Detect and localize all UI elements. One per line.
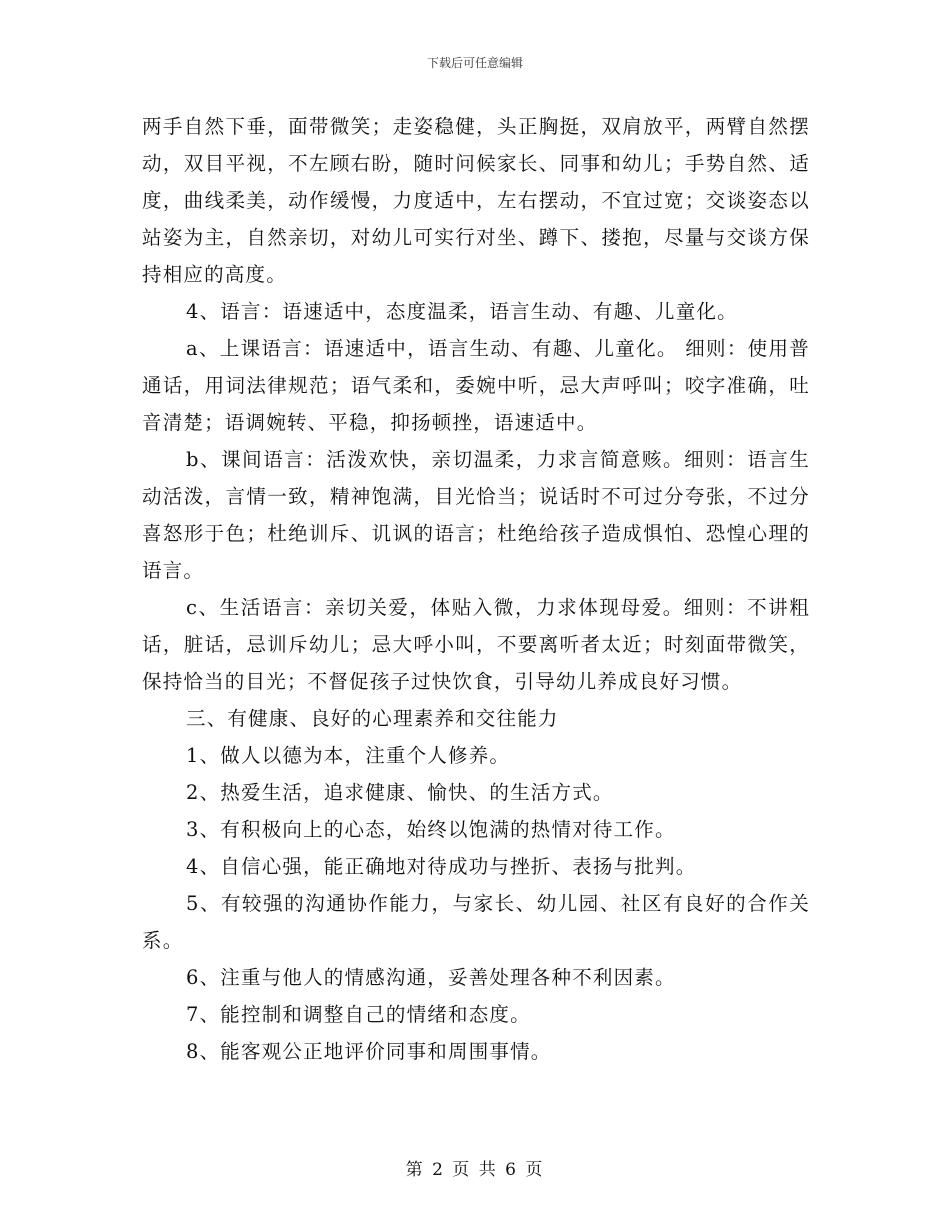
page-number: 第 2 页 共 6 页: [405, 1160, 545, 1180]
paragraph-language: 4、语言：语速适中，态度温柔，语言生动、有趣、儿童化。: [186, 300, 738, 323]
list-item: 2、热爱生活，追求健康、愉快、的生活方式。: [186, 781, 614, 804]
paragraph-class-language: a、上课语言：语速适中，语言生动、有趣、儿童化。 细则：使用普通话，用词法律规范；语气柔和，委婉中听，忌大声呼叫；咬字准确，吐音清楚；语调婉转、平稳，抑扬顿挫，语速适中。: [142, 337, 810, 434]
paragraph-break-language: b、课间语言：活泼欢快，亲切温柔，力求言简意赅。细则：语言生动活泼，言情一致，精神饱满，目光恰当；说话时不可过分夸张，不过分喜怒形于色；杜绝训斥、讥讽的语言；杜绝给孩子造成惧怕、恐惶心理的语言。: [142, 448, 810, 582]
list-item: 8、能客观公正地评价同事和周围事情。: [186, 1040, 552, 1063]
list-item: 4、自信心强，能正确地对待成功与挫折、表扬与批判。: [186, 855, 697, 878]
list-item: 1、做人以德为本，注重个人修养。: [186, 744, 511, 767]
section-heading-psychology: 三、有健康、良好的心理素养和交往能力: [186, 707, 559, 730]
list-item: 5、有较强的沟通协作能力，与家长、幼儿园、社区有良好的合作关系。: [142, 892, 810, 952]
list-item: 6、注重与他人的情感沟通，妥善处理各种不利因素。: [186, 966, 676, 989]
document-body: [142, 108, 810, 1070]
page-header: 下载后可任意编辑: [426, 56, 523, 70]
paragraph-life-language: c、生活语言：亲切关爱，体贴入微，力求体现母爱。细则：不讲粗话，脏话，忌训斥幼儿；忌大呼小叫，不要离听者太近；时刻面带微笑，保持恰当的目光；不督促孩子过快饮食，引导幼儿养成良好习惯。: [142, 596, 810, 693]
list-item: 7、能控制和调整自己的情绪和态度。: [186, 1003, 531, 1026]
list-item: 3、有积极向上的心态，始终以饱满的热情对待工作。: [186, 818, 676, 841]
paragraph-posture-continued: 两手自然下垂，面带微笑；走姿稳健，头正胸挺，双肩放平，两臂自然摆动，双目平视，不左顾右盼，随时问候家长、同事和幼儿；手势自然、适度，曲线柔美，动作缓慢，力度适中，左右摆动，不宜过宽；交谈姿态以站姿为主，自然亲切，对幼儿可实行对坐、蹲下、搂抱，尽量与交谈方保持相应的高度。: [142, 115, 810, 286]
